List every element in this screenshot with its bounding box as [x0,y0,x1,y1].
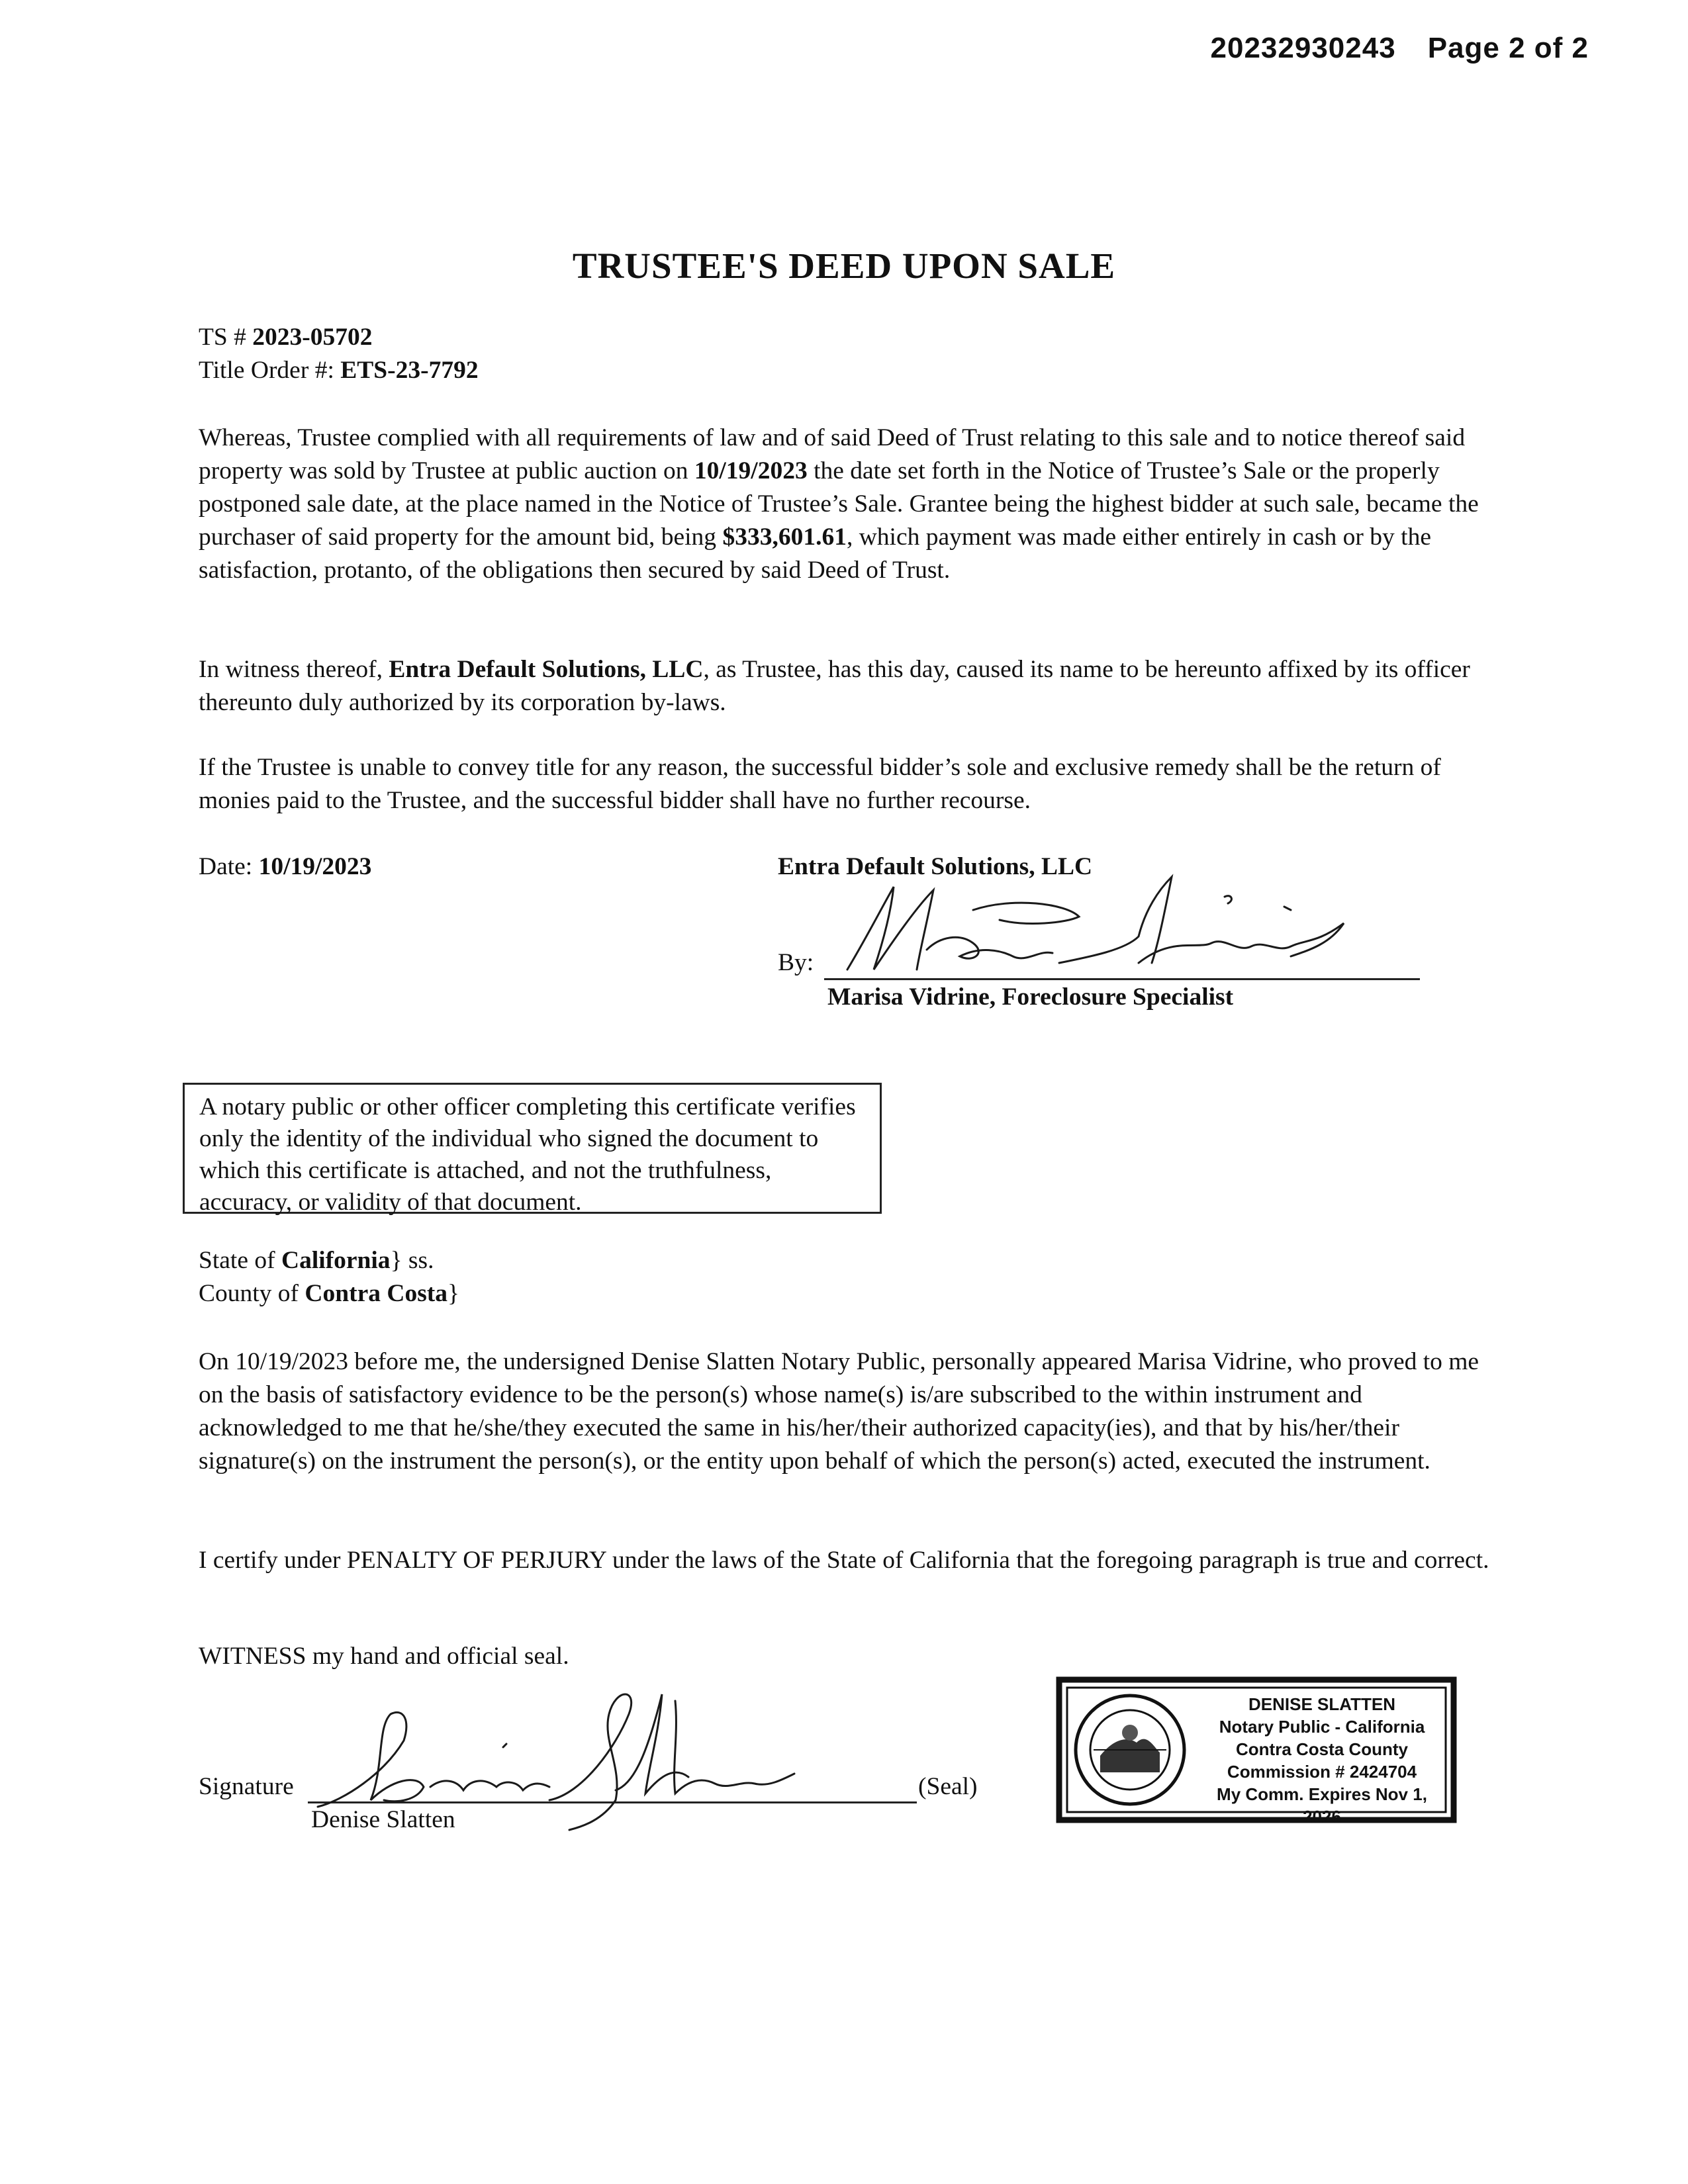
title-order-number: Title Order #: ETS-23-7792 [199,357,479,384]
acknowledgment-paragraph: On 10/19/2023 before me, the undersigned Denise Slatten Notary Public, personally appeared Marisa Vidrine, who proved to me on the basis of satisfactory evidence to be the person(s) whose name(s) is/are subscribed to the within instrument and acknowledged to me that he/she/they executed the same in his/her/their authorized capacity(ies), and that by his/her/their signature(s) on the instrument the person(s), or the entity upon behalf of which the person(s) acted, executed the instrument. [199,1348,1479,1475]
venue-state: State of California} ss. [199,1247,434,1274]
date-line: Date: 10/19/2023 [199,853,372,880]
witness-line: WITNESS my hand and official seal. [199,1643,569,1670]
signer-name: Marisa Vidrine, Foreclosure Specialist [827,983,1234,1011]
by-label: By: [778,949,814,976]
ts-number: TS # 2023-05702 [199,324,373,351]
witness-thereof-paragraph: In witness thereof, Entra Default Solutions, LLC, as Trustee, has this day, caused its name to be hereunto affixed by its officer thereunto duly authorized by its corporation by-laws. [199,656,1470,716]
trustee-signature-icon [827,870,1370,983]
seal-label: (Seal) [918,1773,978,1800]
page-header [993,32,1589,65]
stamp-text: DENISE SLATTEN Notary Public - California Contra Costa County Commission # 2424704 My Comm. Expires Nov 1, 2026 [1217,1694,1427,1827]
perjury-certification: I certify under PENALTY OF PERJURY under the laws of the State of California that the foregoing paragraph is true and correct. [199,1547,1489,1574]
page-number: Page 2 of 2 [1427,32,1589,64]
document-number: 20232930243 [1210,32,1396,64]
notary-stamp [1054,1673,1459,1827]
notary-notice-box: A notary public or other officer completing this certificate verifies only the identity of the individual who signed the document to which this certificate is attached, and not the truthfulness, accuracy, or validity of that document. [183,1083,882,1214]
document-title: TRUSTEE'S DEED UPON SALE [572,246,1116,286]
venue-county: County of Contra Costa} [199,1280,460,1307]
sale-recital-paragraph: Whereas, Trustee complied with all requirements of law and of said Deed of Trust relating to this sale and to notice thereof said property was sold by Trustee at public auction on 10/19/2023 the date set forth in the Notice of Trustee’s Sale or the properly postponed sale date, at the place named in the Notice of Trustee’s Sale. Grantee being the highest bidder at such sale, became the purchaser of said property for the amount bid, being $333,601.61, which payment was made either entirely in cash or by the satisfaction, protanto, of the obligations then secured by said Deed of Trust. [199,424,1479,584]
signature-label: Signature [199,1773,294,1800]
remedy-paragraph: If the Trustee is unable to convey title for any reason, the successful bidder’s sole and exclusive remedy shall be the return of monies paid to the Trustee, and the successful bidder shall have no further recourse. [199,754,1441,814]
signer-company: Entra Default Solutions, LLC [778,853,1093,880]
notary-printed-name: Denise Slatten [311,1806,455,1833]
